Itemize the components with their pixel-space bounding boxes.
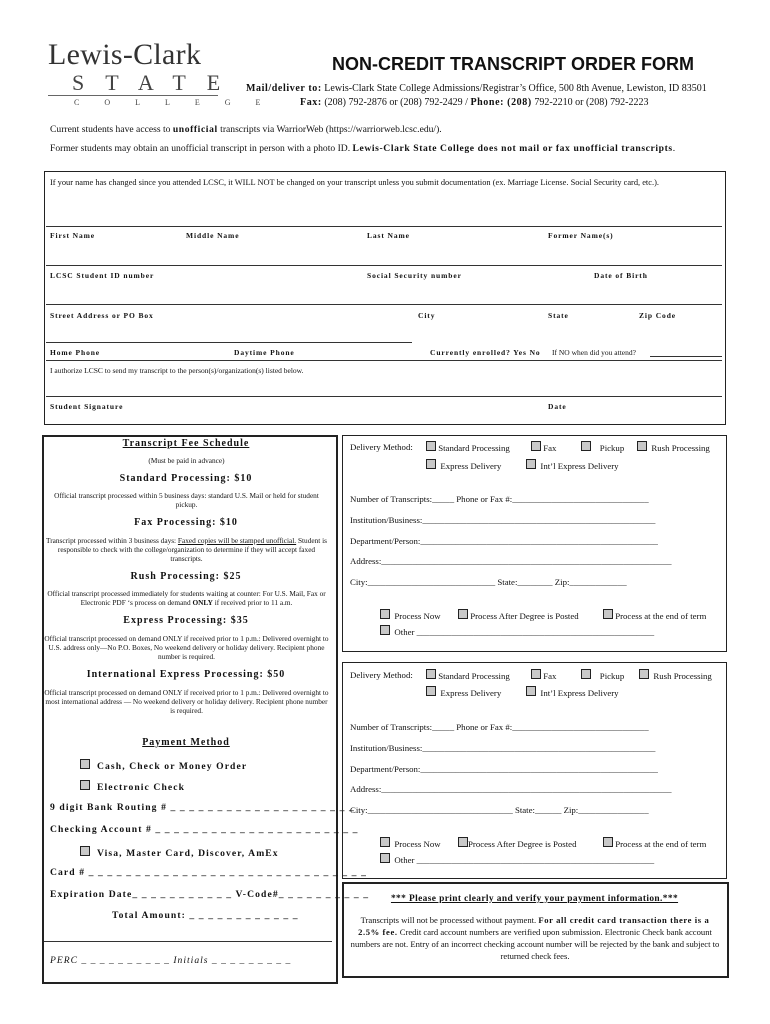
zip-label: Zip Code <box>639 311 676 320</box>
state-label: State <box>548 311 569 320</box>
middle-name-label: Middle Name <box>186 231 240 240</box>
payment-notice-body: Transcripts will not be processed without payment. For all credit card transaction there is a 2.5% fee. Credit card account numbers are verified upon submission. Electronic Check bank account numbers are not. Entry of an incorrect checking account number will be rejected by the bank and subject to returned check fees. <box>350 915 720 961</box>
fax-fee-title: Fax Processing: $10 <box>134 517 238 528</box>
other-option-1[interactable]: Other ______________________________________________________ <box>380 625 654 637</box>
delivery-method-label-1: Delivery Method: <box>350 442 413 452</box>
last-name-label: Last Name <box>367 231 410 240</box>
card-option[interactable]: Visa, Master Card, Discover, AmEx <box>80 846 279 859</box>
card-checkbox[interactable] <box>80 846 90 856</box>
echeck-option[interactable]: Electronic Check <box>80 780 185 793</box>
college-logo-college: COLLEGE <box>74 98 286 107</box>
fee-schedule-heading: Transcript Fee Schedule <box>122 438 250 449</box>
pickup-checkbox-1[interactable] <box>581 441 591 451</box>
intro-line-2: Former students may obtain an unofficial transcript in person with a photo ID. Lewis-Clark State College does not mail or fax unofficial transcripts. <box>50 143 676 154</box>
rush-checkbox-1[interactable] <box>637 441 647 451</box>
standard-option-2[interactable]: Standard Processing <box>426 669 510 681</box>
ssn-label: Social Security number <box>367 271 462 280</box>
intl-fee-desc: Official transcript processed on demand ONLY if received prior to 1 p.m.: Delivered overnight to most international address — No weekend delivery or holiday delivery. Recipient phone number is required. <box>44 688 329 715</box>
attend-field-line[interactable] <box>650 356 722 357</box>
former-names-label: Former Name(s) <box>548 231 614 240</box>
end-term-checkbox-1[interactable] <box>603 609 613 619</box>
fax-checkbox-2[interactable] <box>531 669 541 679</box>
after-degree-option-2[interactable]: Process After Degree is Posted <box>458 837 576 849</box>
rush-fee-desc: Official transcript processed immediately for students waiting at counter: For U.S. Mail, Fax or Electronic PDF ‘s process on demand ONLY if received prior to 11 a.m. <box>47 589 326 607</box>
card-number-field[interactable]: Card # _ _ _ _ _ _ _ _ _ _ _ _ _ _ _ _ _ _ _ _ _ _ _ _ _ _ _ _ _ _ <box>50 867 367 878</box>
advance-note: (Must be paid in advance) <box>148 456 225 465</box>
express-checkbox-2[interactable] <box>426 686 436 696</box>
intl-option-2[interactable]: Int’l Express Delivery <box>526 686 619 698</box>
institution-field-2[interactable]: Institution/Business:_____________________________________________________ <box>350 743 656 753</box>
signature-label: Student Signature <box>50 402 124 411</box>
other-option-2[interactable]: Other ______________________________________________________ <box>380 853 654 865</box>
dob-label: Date of Birth <box>594 271 648 280</box>
intl-fee-title: International Express Processing: $50 <box>86 669 286 680</box>
standard-fee-title: Standard Processing: $10 <box>119 473 253 484</box>
address-field-2[interactable]: Address:__________________________________________________________________ <box>350 784 672 794</box>
standard-checkbox-2[interactable] <box>426 669 436 679</box>
id-field-line[interactable] <box>46 304 722 305</box>
signature-field-line[interactable] <box>46 396 722 397</box>
student-id-label: LCSC Student ID number <box>50 271 155 280</box>
fax-option-2[interactable]: Fax <box>531 669 556 681</box>
address-field-1[interactable]: Address:__________________________________________________________________ <box>350 556 672 566</box>
num-transcripts-field-2[interactable]: Number of Transcripts:_____ Phone or Fax #:_______________________________ <box>350 722 649 732</box>
department-field-1[interactable]: Department/Person:______________________________________________________ <box>350 536 658 546</box>
process-now-option-2[interactable]: Process Now <box>380 837 441 849</box>
fax-option-1[interactable]: Fax <box>531 441 556 453</box>
rush-fee-title: Rush Processing: $25 <box>130 571 242 582</box>
address-field-line[interactable] <box>46 342 412 343</box>
standard-fee-desc: Official transcript processed within 5 business days: standard U.S. Mail or held for student pickup. <box>54 491 319 509</box>
express-option-1[interactable]: Express Delivery <box>426 459 501 471</box>
contact-numbers: Fax: (208) 792-2876 or (208) 792-2429 / Phone: (208) 792-2210 or (208) 792-2223 <box>300 97 649 108</box>
address-label: Street Address or PO Box <box>50 311 154 320</box>
after-degree-option-1[interactable]: Process After Degree is Posted <box>458 609 579 621</box>
express-fee-title: Express Processing: $35 <box>123 615 249 626</box>
rush-option-1[interactable]: Rush Processing <box>637 441 710 453</box>
perc-initials-field[interactable]: PERC _ _ _ _ _ _ _ _ _ _ Initials _ _ _ _ _ _ _ _ _ <box>50 955 292 966</box>
other-checkbox-1[interactable] <box>380 625 390 635</box>
echeck-checkbox[interactable] <box>80 780 90 790</box>
enrolled-label: Currently enrolled? Yes No <box>430 348 541 357</box>
home-phone-label: Home Phone <box>50 348 101 357</box>
college-logo-state: STATE <box>72 70 242 95</box>
other-checkbox-2[interactable] <box>380 853 390 863</box>
num-transcripts-field-1[interactable]: Number of Transcripts:_____ Phone or Fax #:_______________________________ <box>350 494 649 504</box>
rush-option-2[interactable]: Rush Processing <box>639 669 712 681</box>
express-fee-desc: Official transcript processed on demand ONLY if received prior to 1 p.m.: Delivered overnight to U.S. address only—No P.O. Boxes, No weekend delivery or holiday delivery. Recipient phone number is required. <box>44 634 329 661</box>
authorize-text: I authorize LCSC to send my transcript to the person(s)/organization(s) listed below. <box>50 366 304 375</box>
day-phone-label: Daytime Phone <box>234 348 295 357</box>
standard-option-1[interactable]: Standard Processing <box>426 441 510 453</box>
end-term-checkbox-2[interactable] <box>603 837 613 847</box>
city-field-1[interactable]: City:_____________________________ State:________ Zip:_____________ <box>350 577 627 587</box>
process-now-checkbox-1[interactable] <box>380 609 390 619</box>
college-logo-name: Lewis-Clark <box>48 38 202 71</box>
cash-checkbox[interactable] <box>80 759 90 769</box>
city-label: City <box>418 311 436 320</box>
date-label: Date <box>548 402 567 411</box>
delivery-method-label-2: Delivery Method: <box>350 670 413 680</box>
attend-label: If NO when did you attend? <box>552 348 636 357</box>
end-term-option-2[interactable]: Process at the end of term <box>603 837 706 849</box>
after-degree-checkbox-2[interactable] <box>458 837 468 847</box>
form-title: NON-CREDIT TRANSCRIPT ORDER FORM <box>332 54 694 74</box>
end-term-option-1[interactable]: Process at the end of term <box>603 609 706 621</box>
checking-field[interactable]: Checking Account # _ _ _ _ _ _ _ _ _ _ _ _ _ _ _ _ _ _ _ _ _ _ <box>50 824 359 835</box>
intl-checkbox-2[interactable] <box>526 686 536 696</box>
process-now-option-1[interactable]: Process Now <box>380 609 441 621</box>
student-info-box <box>44 171 726 425</box>
institution-field-1[interactable]: Institution/Business:_____________________________________________________ <box>350 515 656 525</box>
fax-checkbox-1[interactable] <box>531 441 541 451</box>
intl-checkbox-1[interactable] <box>526 459 536 469</box>
rush-checkbox-2[interactable] <box>639 669 649 679</box>
after-degree-checkbox-1[interactable] <box>458 609 468 619</box>
department-field-2[interactable]: Department/Person:______________________________________________________ <box>350 764 658 774</box>
city-field-2[interactable]: City:_________________________________ State:______ Zip:________________ <box>350 805 649 815</box>
express-option-2[interactable]: Express Delivery <box>426 686 501 698</box>
intl-option-1[interactable]: Int’l Express Delivery <box>526 459 619 471</box>
intro-line-1: Current students have access to unofficial transcripts via WarriorWeb (https://warriorweb.lcsc.edu/). <box>50 124 442 135</box>
first-name-label: First Name <box>50 231 96 240</box>
express-checkbox-1[interactable] <box>426 459 436 469</box>
cash-option[interactable]: Cash, Check or Money Order <box>80 759 247 772</box>
pickup-checkbox-2[interactable] <box>581 669 591 679</box>
payment-method-heading: Payment Method <box>142 737 230 748</box>
pickup-option-2[interactable]: Pickup <box>581 669 624 681</box>
routing-field[interactable]: 9 digit Bank Routing # _ _ _ _ _ _ _ _ _ _ _ _ _ _ _ _ _ _ _ _ <box>50 802 355 813</box>
total-amount-field[interactable]: Total Amount: _ _ _ _ _ _ _ _ _ _ _ _ <box>112 910 299 921</box>
expiration-field[interactable]: Expiration Date_ _ _ _ _ _ _ _ _ _ _ V-Code#_ _ _ _ _ _ _ _ _ _ <box>50 889 370 900</box>
fax-fee-desc: Transcript processed within 3 business days: Faxed copies will be stamped unofficial. Student is responsible to check with the college/organization to determine if they will accept faxed transcripts. <box>46 536 327 563</box>
standard-checkbox-1[interactable] <box>426 441 436 451</box>
payment-notice-title: *** Please print clearly and verify your payment information.*** <box>390 894 679 904</box>
pickup-option-1[interactable]: Pickup <box>581 441 624 453</box>
process-now-checkbox-2[interactable] <box>380 837 390 847</box>
mail-address: Mail/deliver to: Lewis-Clark State College Admissions/Registrar’s Office, 500 8th Avenue, Lewiston, ID 83501 <box>246 83 707 94</box>
name-change-notice: If your name has changed since you attended LCSC, it WILL NOT be changed on your transcript unless you submit documentation (ex. Marriage License. Social Security card, etc.). <box>50 178 659 187</box>
name-field-line[interactable] <box>46 265 722 266</box>
